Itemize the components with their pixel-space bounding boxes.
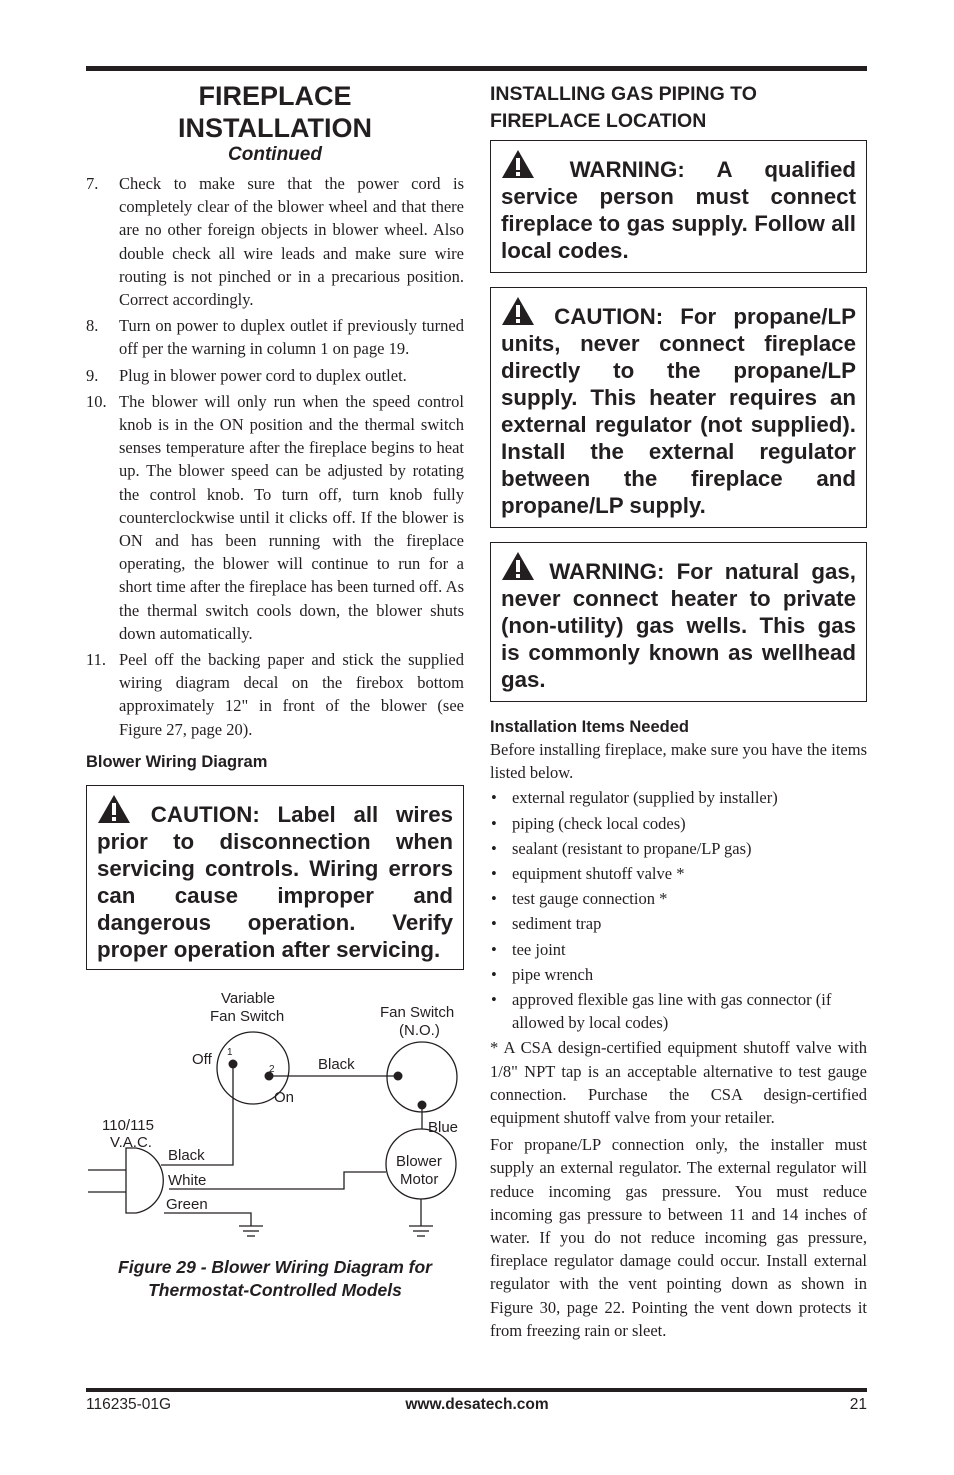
step-9	[86, 364, 464, 387]
document-number: 116235-01G	[86, 1396, 172, 1413]
top-rule	[86, 66, 867, 71]
gas-piping-heading-line-1: INSTALLING GAS PIPING TO	[490, 83, 757, 105]
white-wire-label: White	[168, 1171, 207, 1189]
on-label: On	[274, 1088, 295, 1106]
right-column	[490, 80, 867, 1342]
green-wire-label: Green	[166, 1195, 208, 1213]
caution-text: CAUTION: Label all wires prior to disconnection when servicing controls. Wiring errors can cause improper and dangerous operation. Verify proper operation after servicing.	[97, 801, 453, 962]
blower-motor-label-1: Blower	[396, 1152, 442, 1170]
gas-piping-heading-line-2: FIREPLACE LOCATION	[490, 110, 707, 132]
list-item: • sediment trap	[490, 912, 867, 935]
section-title	[86, 80, 464, 144]
blower-motor-label-2: Motor	[400, 1170, 439, 1188]
off-label: Off	[192, 1050, 212, 1068]
ground-icon	[239, 1226, 433, 1236]
list-item: • sealant (resistant to propane/LP gas)	[490, 837, 867, 860]
csa-footnote: * A CSA design-certified equipment shutoff valve with 1/8" NPT tap is an acceptable alternative to test gauge connection. Purchase the CSA design-certified equipment shutoff valve from your retailer.	[490, 1038, 867, 1128]
figure-caption-line-2: Thermostat-Controlled Models	[148, 1279, 402, 1300]
step-number: 8.	[86, 316, 99, 336]
installation-items-heading: Installation Items Needed	[490, 718, 689, 736]
blower-wiring-diagram	[86, 980, 464, 1250]
caution-box-wiring	[86, 785, 464, 970]
figure-caption	[86, 1256, 464, 1302]
section-subtitle: Continued	[228, 144, 322, 165]
warning-text-natural-gas: WARNING: For natural gas, never connect heater to private (non-utility) gas wells. This gas is commonly known as wellhead gas.	[501, 559, 856, 692]
fan-switch-label-1: Fan Switch	[380, 1003, 455, 1021]
list-item: • external regulator (supplied by installer)	[490, 786, 867, 809]
step-number: 7.	[86, 174, 99, 193]
list-item: • piping (check local codes)	[490, 812, 867, 835]
voltage-label-1: 110/115	[102, 1116, 154, 1134]
left-column	[86, 80, 464, 1302]
wiring-diagram-heading: Blower Wiring Diagram	[86, 752, 268, 771]
list-item: • pipe wrench	[490, 963, 867, 986]
warning-triangle-icon	[501, 296, 535, 326]
fan-switch-label-2: (N.O.)	[399, 1021, 440, 1039]
black-wire-label: Black	[168, 1146, 205, 1164]
terminal-1-label: 1	[227, 1046, 233, 1058]
list-item: • test gauge connection *	[490, 887, 867, 910]
warning-triangle-icon	[97, 794, 131, 824]
figure-caption-line-1: Figure 29 - Blower Wiring Diagram for	[118, 1256, 432, 1277]
page-number: 21	[849, 1396, 867, 1413]
warning-box-qualified	[490, 140, 867, 273]
step-8	[86, 314, 464, 360]
step-text: Check to make sure that the power cord is completely clear of the blower wheel and that there are no other foreign objects in blower wheel. Also double check all wire leads and make sure wire routing is not pinched or in a precarious position. Correct accordingly.	[119, 174, 464, 310]
step-number: 11.	[86, 650, 107, 670]
step-text: Plug in blower power cord to duplex outlet.	[119, 365, 407, 385]
caution-box-propane	[490, 287, 867, 528]
bottom-rule	[86, 1388, 867, 1392]
list-item: • tee joint	[490, 938, 867, 961]
step-text: The blower will only run when the speed control knob is in the ON position and the thermal switch senses temperature after the fireplace begins to heat up. The blower speed can be adjusted by rotating the control knob. To turn off, turn knob fully counterclockwise until it clicks off. If the blower is ON and has been running with the fireplace operating, the blower will continue to run for a short time after the fireplace has been turned off. As the thermal switch cools down, the blower shuts down automatically.	[119, 391, 464, 643]
caution-text-propane: CAUTION: For propane/LP units, never connect fireplace directly to the propane/LP supply. This heater requires an external regulator (not supplied). Install the external regulator between the fireplace and propane/LP supply.	[501, 304, 856, 518]
title-line-2: INSTALLATION	[178, 113, 372, 143]
step-11	[86, 648, 464, 741]
step-text: Peel off the backing paper and stick the supplied wiring diagram decal on the firebox bottom approximately 12" in front of the blower (see Figure 27, page 20).	[119, 650, 464, 739]
blue-wire-label: Blue	[428, 1118, 459, 1136]
voltage-label-2: V.A.C.	[110, 1133, 152, 1151]
items-list	[490, 786, 867, 1034]
steps-list	[86, 172, 464, 741]
warning-text-qualified: WARNING: A qualified service person must connect fireplace to gas supply. Follow all local codes.	[501, 157, 856, 263]
step-number: 9.	[86, 365, 99, 385]
step-text: Turn on power to duplex outlet if previously turned off per the warning in column 1 on page 19.	[119, 316, 464, 359]
list-item: • approved flexible gas line with gas connector (if allowed by local codes)	[490, 988, 867, 1034]
step-number: 10.	[86, 391, 107, 411]
warning-box-natural-gas	[490, 542, 867, 702]
warning-triangle-icon	[501, 149, 535, 179]
terminal-2-label: 2	[269, 1063, 275, 1075]
step-10	[86, 390, 464, 645]
website-link[interactable]: www.desatech.com	[405, 1396, 549, 1413]
variable-switch-label-2: Fan Switch	[210, 1007, 285, 1025]
black-top-wire-label: Black	[318, 1055, 355, 1073]
gas-piping-heading	[490, 81, 867, 135]
variable-switch-label-1: Variable	[221, 989, 275, 1007]
step-7	[86, 172, 464, 311]
items-intro: Before installing fireplace, make sure you have the items listed below.	[490, 740, 867, 783]
propane-paragraph: For propane/LP connection only, the installer must supply an external regulator. The external regulator will reduce incoming gas pressure. You must reduce incoming gas pressure to between 11 and 14 inches of water. If you do not reduce incoming gas pressure, fireplace regulator damage could occur. Install external regulator with the vent pointing down as shown in Figure 30, page 22. Pointing the vent down protects it from freezing rain or sleet.	[490, 1135, 867, 1340]
title-line-1: FIREPLACE	[198, 81, 352, 111]
warning-triangle-icon	[501, 551, 535, 581]
list-item: • equipment shutoff valve *	[490, 862, 867, 885]
